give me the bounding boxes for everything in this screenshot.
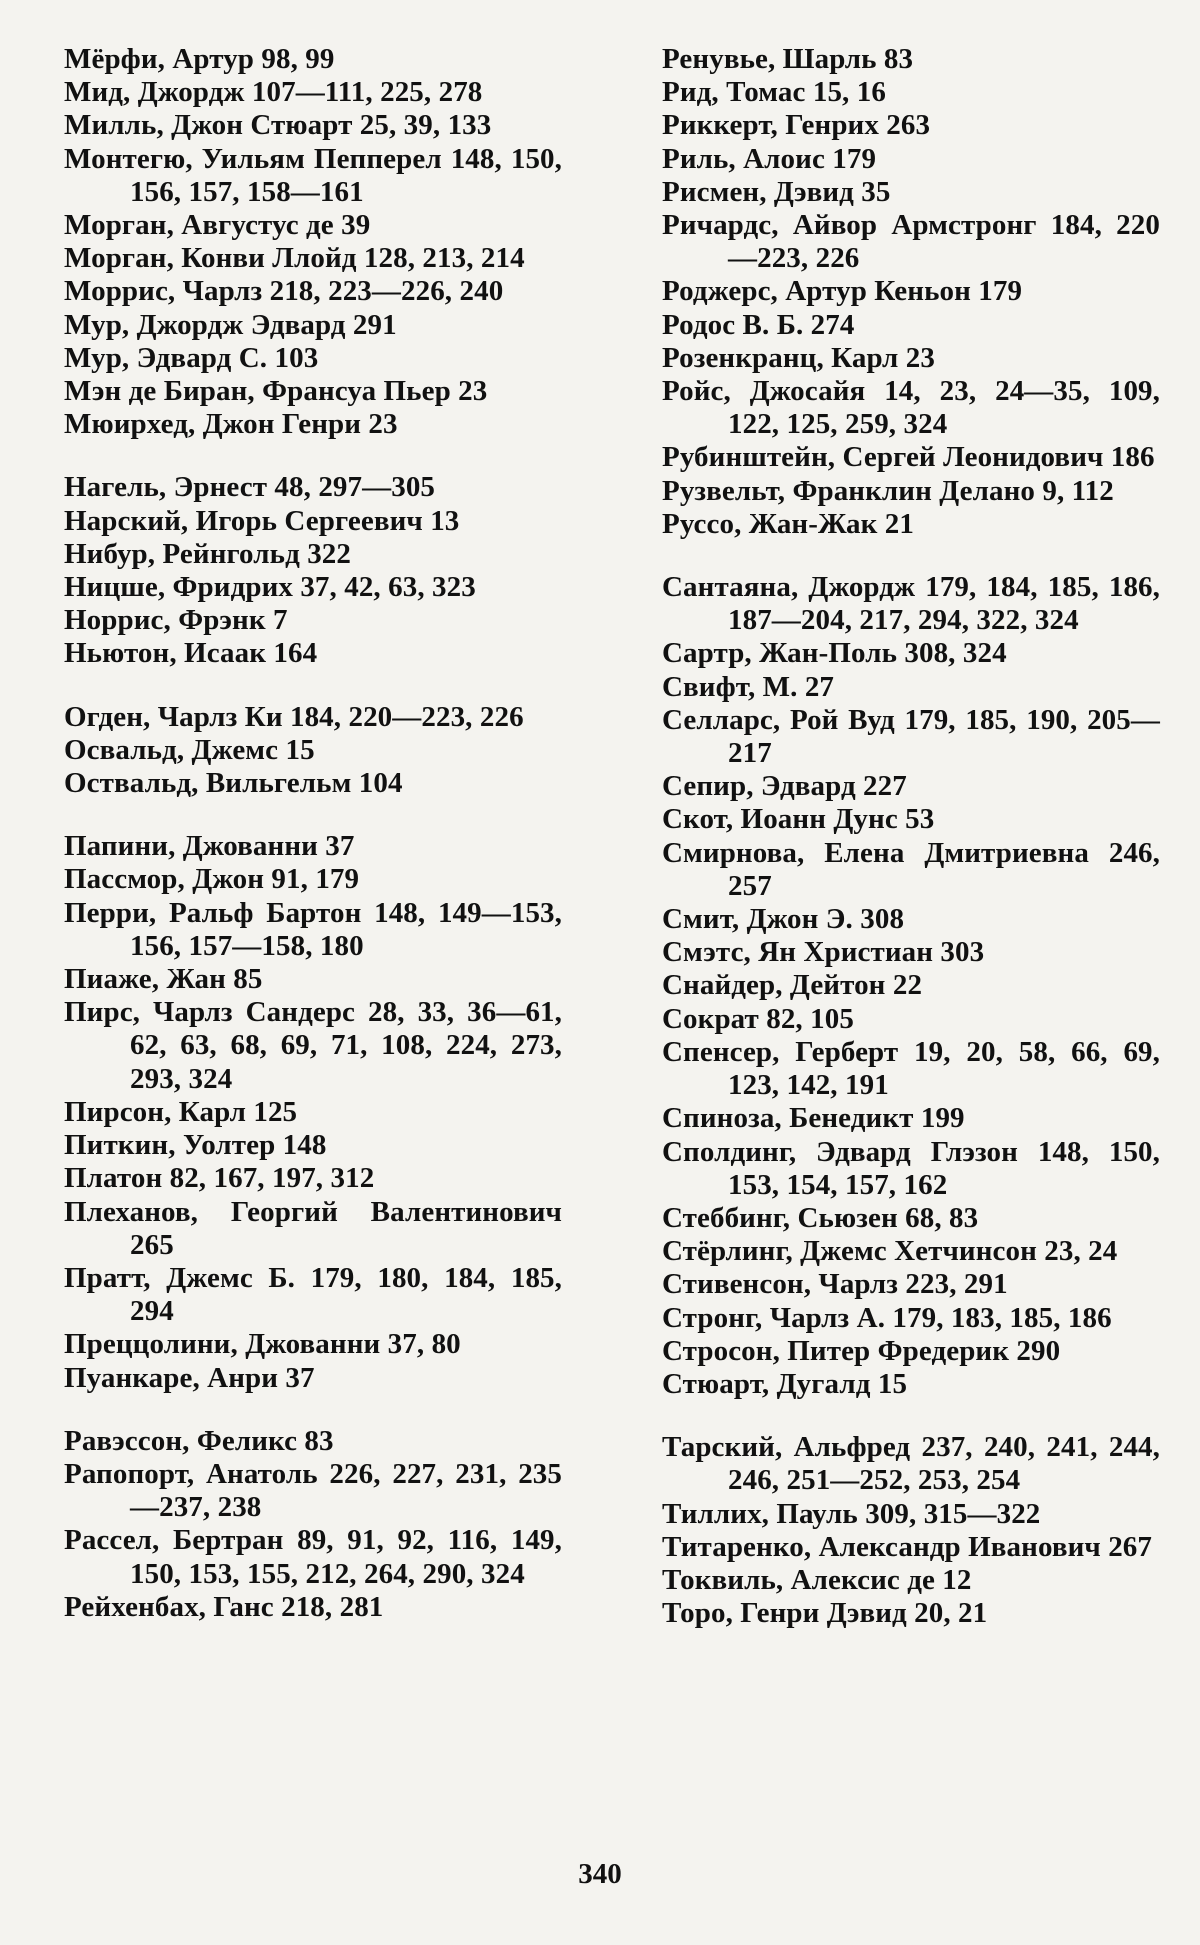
index-entry: Снайдер, Дейтон 22 <box>662 969 923 1002</box>
group-spacer <box>64 1395 562 1425</box>
index-entry: Норрис, Фрэнк 7 <box>64 604 288 637</box>
index-entry: Скот, Иоанн Дунс 53 <box>662 803 935 836</box>
index-entry: Морган, Августус де 39 <box>64 209 371 242</box>
index-entry: Пратт, Джемс Б. 179, 180, 184, 185, 294 <box>64 1261 562 1328</box>
index-entry: Огден, Чарлз Ки 184, 220—223, 226 <box>64 700 524 733</box>
index-entry: Платон 82, 167, 197, 312 <box>64 1162 375 1195</box>
index-entry: Нагель, Эрнест 48, 297—305 <box>64 471 436 504</box>
index-entry: Стивенсон, Чарлз 223, 291 <box>662 1268 1008 1301</box>
index-entry: Мид, Джордж 107—111, 225, 278 <box>64 76 483 109</box>
index-entry: Тиллих, Пауль 309, 315—322 <box>662 1497 1041 1530</box>
index-entry: Сартр, Жан-Поль 308, 324 <box>662 637 1007 670</box>
index-entry: Спенсер, Герберт 19, 20, 58, 66, 69, 123, 142, 191 <box>662 1035 1160 1102</box>
index-entry: Освальд, Джемс 15 <box>64 733 315 766</box>
index-entry: Ренувье, Шарль 83 <box>662 43 914 75</box>
index-entry: Пассмор, Джон 91, 179 <box>64 863 360 896</box>
index-entry: Перри, Ральф Бартон 148, 149—153, 156, 157—158, 180 <box>64 896 562 962</box>
index-entry: Ницше, Фридрих 37, 42, 63, 323 <box>64 571 476 604</box>
index-entry: Ньютон, Исаак 164 <box>64 637 318 670</box>
index-entry: Милль, Джон Стюарт 25, 39, 133 <box>64 109 492 142</box>
group-spacer <box>64 441 562 471</box>
group-spacer <box>662 541 1160 571</box>
index-entry: Стронг, Чарлз А. 179, 183, 185, 186 <box>662 1301 1112 1334</box>
index-entry: Тарский, Альфред 237, 240, 241, 244, 246, 251—252, 253, 254 <box>662 1431 1160 1497</box>
index-entry: Питкин, Уолтер 148 <box>64 1129 327 1162</box>
index-entry: Свифт, М. 27 <box>662 670 835 703</box>
index-entry: Сантаяна, Джордж 179, 184, 185, 186, 187—204, 217, 294, 322, 324 <box>662 571 1160 637</box>
index-entry: Розенкранц, Карл 23 <box>662 341 935 374</box>
index-entry: Сократ 82, 105 <box>662 1002 854 1035</box>
index-group-s <box>662 571 1160 1401</box>
index-entry: Нибур, Рейнгольд 322 <box>64 537 352 570</box>
index-entry: Титаренко, Александр Иванович 267 <box>662 1530 1152 1563</box>
index-entry: Рубинштейн, Сергей Леонидович 186 <box>662 441 1155 474</box>
index-entry: Торо, Генри Дэвид 20, 21 <box>662 1597 988 1630</box>
index-column-left <box>64 43 562 1624</box>
index-entry: Селларс, Рой Вуд 179, 185, 190, 205—217 <box>662 703 1160 770</box>
index-entry: Плеханов, Георгий Валентинович 265 <box>64 1195 562 1261</box>
index-group-t <box>662 1431 1160 1630</box>
index-entry: Мур, Эдвард С. 103 <box>64 341 319 374</box>
index-entry: Ричардс, Айвор Армстронг 184, 220—223, 226 <box>662 209 1160 275</box>
index-group-n <box>64 471 562 670</box>
index-entry: Пуанкаре, Анри 37 <box>64 1361 315 1394</box>
index-entry: Рисмен, Дэвид 35 <box>662 175 891 208</box>
index-entry: Мур, Джордж Эдвард 291 <box>64 308 397 341</box>
index-entry: Нарский, Игорь Сергеевич 13 <box>64 504 460 537</box>
index-entry: Сепир, Эдвард 227 <box>662 770 907 803</box>
index-group-p <box>64 830 562 1394</box>
index-group-o <box>64 701 562 801</box>
group-spacer <box>64 800 562 830</box>
index-entry: Мёрфи, Артур 98, 99 <box>64 43 335 75</box>
index-entry: Смит, Джон Э. 308 <box>662 903 905 936</box>
index-entry: Монтегю, Уильям Пепперел 148, 150, 156, 157, 158—161 <box>64 142 562 208</box>
index-entry: Пирс, Чарлз Сандерс 28, 33, 36—61, 62, 63, 68, 69, 71, 108, 224, 273, 293, 324 <box>64 996 562 1095</box>
group-spacer <box>662 1401 1160 1431</box>
index-entry: Риккерт, Генрих 263 <box>662 109 931 142</box>
index-entry: Ройс, Джосайя 14, 23, 24—35, 109, 122, 125, 259, 324 <box>662 375 1160 441</box>
index-entry: Рейхенбах, Ганс 218, 281 <box>64 1590 384 1623</box>
index-entry: Равэссон, Феликс 83 <box>64 1424 334 1457</box>
index-entry: Рузвельт, Франклин Делано 9, 112 <box>662 474 1114 507</box>
index-entry: Стюарт, Дугалд 15 <box>662 1367 908 1400</box>
index-entry: Стёрлинг, Джемс Хетчинсон 23, 24 <box>662 1235 1118 1268</box>
index-entry: Морган, Конви Ллойд 128, 213, 214 <box>64 242 525 275</box>
index-entry: Мюирхед, Джон Генри 23 <box>64 408 398 441</box>
index-entry: Риль, Алоис 179 <box>662 142 877 175</box>
index-entry: Мэн де Биран, Франсуа Пьер 23 <box>64 375 488 408</box>
index-entry: Пиаже, Жан 85 <box>64 963 263 996</box>
index-column-right <box>662 43 1160 1630</box>
index-entry: Смэтс, Ян Христиан 303 <box>662 936 985 969</box>
index-entry: Родос В. Б. 274 <box>662 308 855 341</box>
index-group-r-left <box>64 1425 562 1624</box>
page-number: 340 <box>578 1858 622 1890</box>
index-entry: Токвиль, Алексис де 12 <box>662 1563 972 1596</box>
index-group-m <box>64 43 562 441</box>
index-entry: Папини, Джованни 37 <box>64 830 355 863</box>
index-entry: Моррис, Чарлз 218, 223—226, 240 <box>64 275 504 308</box>
index-entry: Стросон, Питер Фредерик 290 <box>662 1334 1061 1367</box>
index-entry: Рид, Томас 15, 16 <box>662 76 886 109</box>
index-entry: Смирнова, Елена Дмитриевна 246, 257 <box>662 836 1160 902</box>
index-entry: Оствальд, Вильгельм 104 <box>64 767 403 800</box>
index-entry: Роджерс, Артур Кеньон 179 <box>662 275 1023 308</box>
index-entry: Рассел, Бертран 89, 91, 92, 116, 149, 150, 153, 155, 212, 264, 290, 324 <box>64 1524 562 1590</box>
index-entry: Сполдинг, Эдвард Глэзон 148, 150, 153, 154, 157, 162 <box>662 1135 1160 1201</box>
index-entry: Рапопорт, Анатоль 226, 227, 231, 235—237, 238 <box>64 1457 562 1524</box>
index-entry: Стеббинг, Сьюзен 68, 83 <box>662 1201 979 1234</box>
group-spacer <box>64 671 562 701</box>
index-entry: Спиноза, Бенедикт 199 <box>662 1102 965 1135</box>
index-group-r-right <box>662 43 1160 541</box>
index-entry: Руссо, Жан-Жак 21 <box>662 507 914 540</box>
index-entry: Преццолини, Джованни 37, 80 <box>64 1328 461 1361</box>
index-entry: Пирсон, Карл 125 <box>64 1095 298 1128</box>
